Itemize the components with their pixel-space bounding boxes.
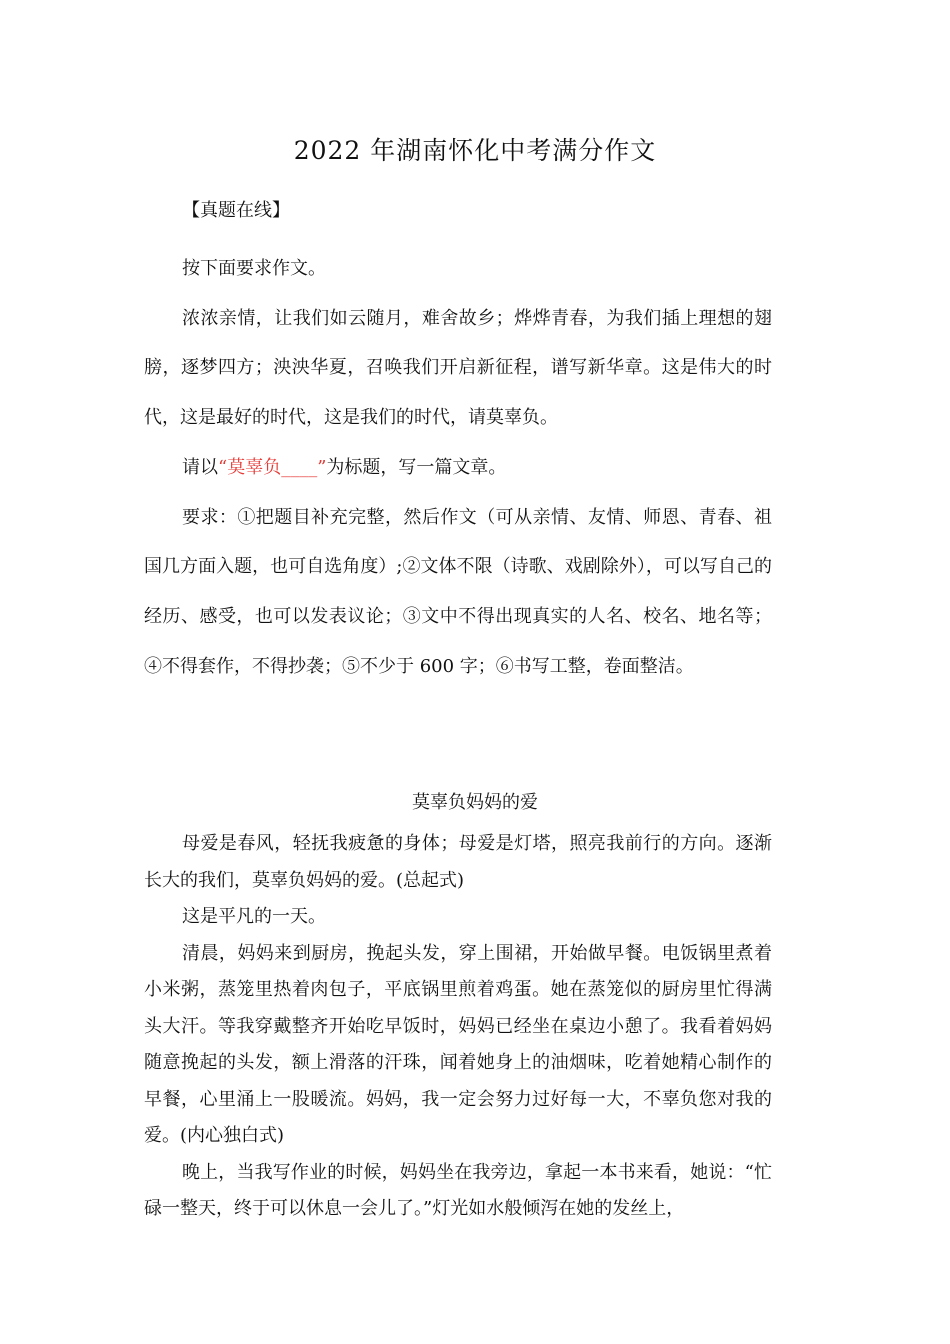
essay-paragraph: 清晨，妈妈来到厨房，挽起头发，穿上围裙，开始做早餐。电饭锅里煮着小米粥，蒸笼里热着肉包子，平底锅里煎着鸡蛋。她在蒸笼似的厨房里忙得满头大汗。等我穿戴整齐开始吃早饭时，妈妈已经坐在桌边小憩了。我看着妈妈随意挽起的头发，额上滑落的汗珠，闻着她身上的油烟味，吃着她精心制作的早餐，心里涌上一股暖流。妈妈，我一定会努力过好每一大，不辜负您对我的爱。(内心独白式) — [144, 942, 772, 1146]
essay-paragraph: 母爱是春风，轻抚我疲惫的身体；母爱是灯塔，照亮我前行的方向。逐渐长大的我们，莫辜负妈妈的爱。(总起式) — [144, 833, 772, 891]
prompt-requirements: 要求：①把题目补充完整，然后作文（可从亲情、友情、师恩、青春、祖国几方面入题，也可自选角度）;②文体不限（诗歌、戏剧除外），可以写自己的经历、感受，也可以发表议论；③文中不得出现真实的人名、校名、地名等；④不得套作，不得抄袭；⑤不少于 600 字；⑥书写工整，卷面整洁。 — [144, 506, 772, 677]
instruction-highlight: “莫辜负____” — [218, 456, 327, 478]
prompt-intro: 按下面要求作文。 — [182, 258, 326, 279]
prompt-block — [144, 244, 772, 691]
essay-title: 莫辜负妈妈的爱 — [412, 792, 538, 813]
essay-paragraph: 这是平凡的一天。 — [182, 906, 326, 927]
instruction-suffix: 为标题，写一篇文章。 — [326, 456, 507, 478]
document-title: 2022 年湖南怀化中考满分作文 — [293, 136, 657, 165]
section-label: 【真题在线】 — [182, 200, 290, 221]
essay-paragraph: 晚上，当我写作业的时候，妈妈坐在我旁边，拿起一本书来看，她说：“忙碌一整天，终于可以休息一会儿了。”灯光如水般倾泻在她的发丝上， — [144, 1161, 772, 1219]
prompt-instruction — [144, 443, 772, 493]
prompt-passage: 浓浓亲情，让我们如云随月，难舍故乡；烨烨青春，为我们插上理想的翅膀，逐梦四方；泱泱华夏，召唤我们开启新征程，谱写新华章。这是伟大的时代，这是最好的时代，这是我们的时代，请莫辜负。 — [144, 307, 772, 429]
essay-body — [144, 826, 772, 1228]
instruction-prefix: 请以 — [182, 456, 218, 478]
